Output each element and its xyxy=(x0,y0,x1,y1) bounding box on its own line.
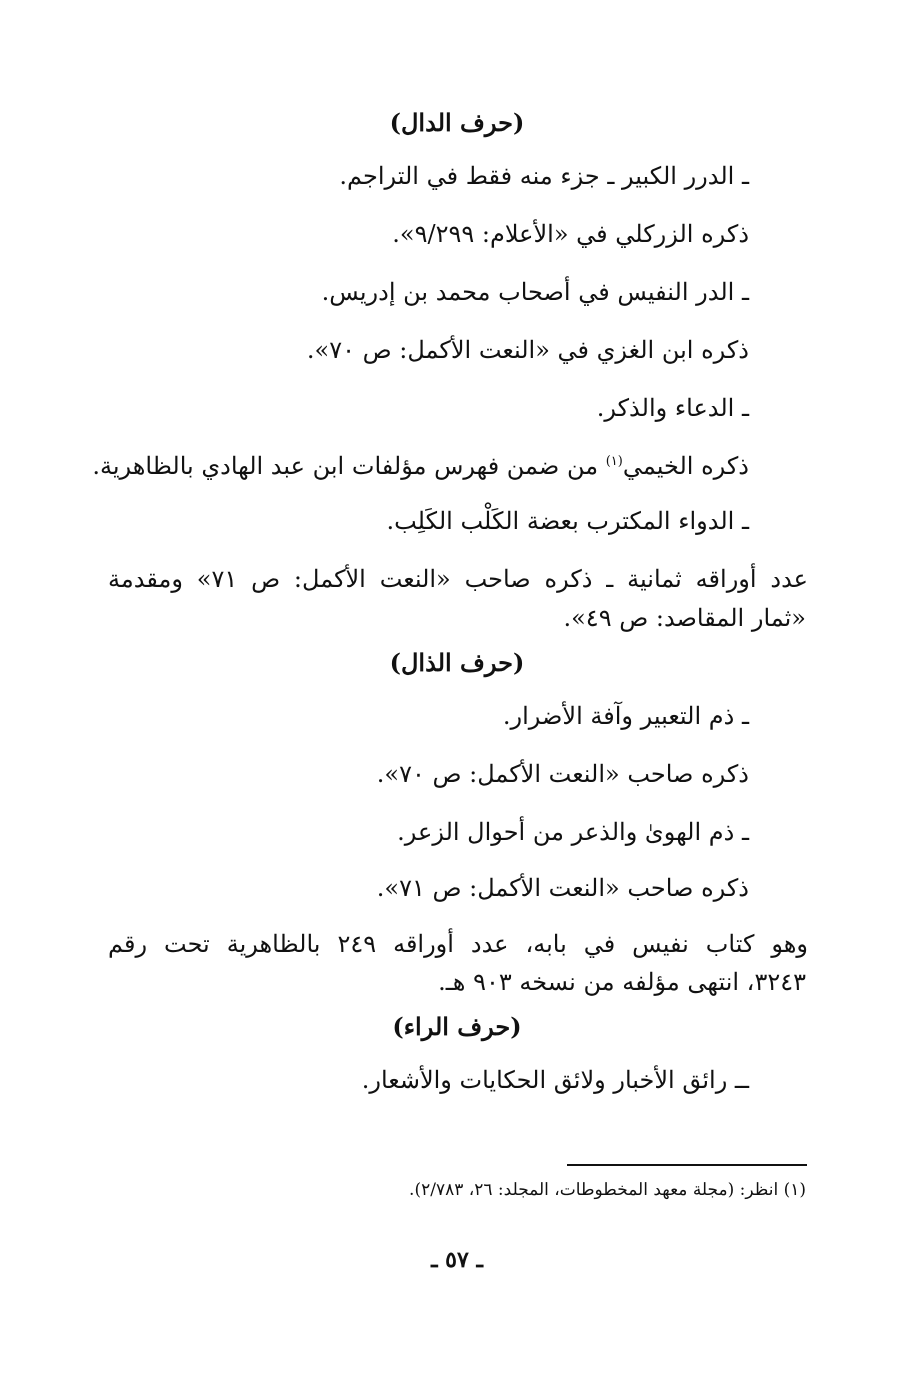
entry-note-naat-70: ذكره صاحب «النعت الأكمل: ص ٧٠». xyxy=(376,760,749,788)
section-heading-dal: (حرف الدال) xyxy=(389,108,525,137)
entry-extra-line-2: ٣٢٤٣، انتهى مؤلفه من نسخه ٩٠٣ هـ. xyxy=(438,968,806,996)
entry-title-dhamm-hawa: ـ ذم الهوىٰ والذعر من أحوال الزعر. xyxy=(397,818,749,846)
entry-note-zirikli: ذكره الزركلي في «الأعلام: ٩/٢٩٩». xyxy=(392,220,749,248)
section-heading-ra: (حرف الراء) xyxy=(392,1012,522,1041)
note-prefix: ذكره الخيمي xyxy=(622,452,749,480)
note-suffix: من ضمن فهرس مؤلفات ابن عبد الهادي بالظاهرية. xyxy=(92,452,606,480)
entry-note-line-2: «ثمار المقاصد: ص ٤٩». xyxy=(563,604,806,632)
entry-extra-line-1: وهو كتاب نفيس في بابه، عدد أوراقه ٢٤٩ بالظاهرية تحت رقم xyxy=(108,930,808,958)
entry-note-khaymi xyxy=(92,450,749,482)
page-number: ـ ٥٧ ـ xyxy=(431,1247,483,1273)
footnote-marker: (١) xyxy=(605,454,623,469)
entry-title-dua-dhikr: ـ الدعاء والذكر. xyxy=(596,394,749,422)
entry-title-durar-kabir: ـ الدرر الكبير ـ جزء منه فقط في التراجم. xyxy=(339,162,749,190)
footnote-text: (١) انظر: (مجلة معهد المخطوطات، المجلد: ٢٦، ٢/٧٨٣). xyxy=(409,1180,806,1200)
section-heading-dhal: (حرف الذال) xyxy=(389,648,525,677)
entry-title-dawa-muktarib: ـ الدواء المكترب بعضة الكَلْب الكَلِب. xyxy=(386,507,749,535)
entry-title-dhamm-tabir: ـ ذم التعبير وآفة الأضرار. xyxy=(502,702,749,730)
entry-title-raiq-akhbar: ــ رائق الأخبار ولائق الحكايات والأشعار. xyxy=(361,1066,749,1094)
entry-note-naat-71: ذكره صاحب «النعت الأكمل: ص ٧١». xyxy=(376,874,749,902)
entry-title-durr-nafis: ـ الدر النفيس في أصحاب محمد بن إدريس. xyxy=(321,278,749,306)
entry-note-ibn-ghazzi: ذكره ابن الغزي في «النعت الأكمل: ص ٧٠». xyxy=(306,336,749,364)
entry-note-line-1: عدد أوراقه ثمانية ـ ذكره صاحب «النعت الأكمل: ص ٧١» ومقدمة xyxy=(108,565,808,593)
footnote-divider xyxy=(567,1164,807,1166)
